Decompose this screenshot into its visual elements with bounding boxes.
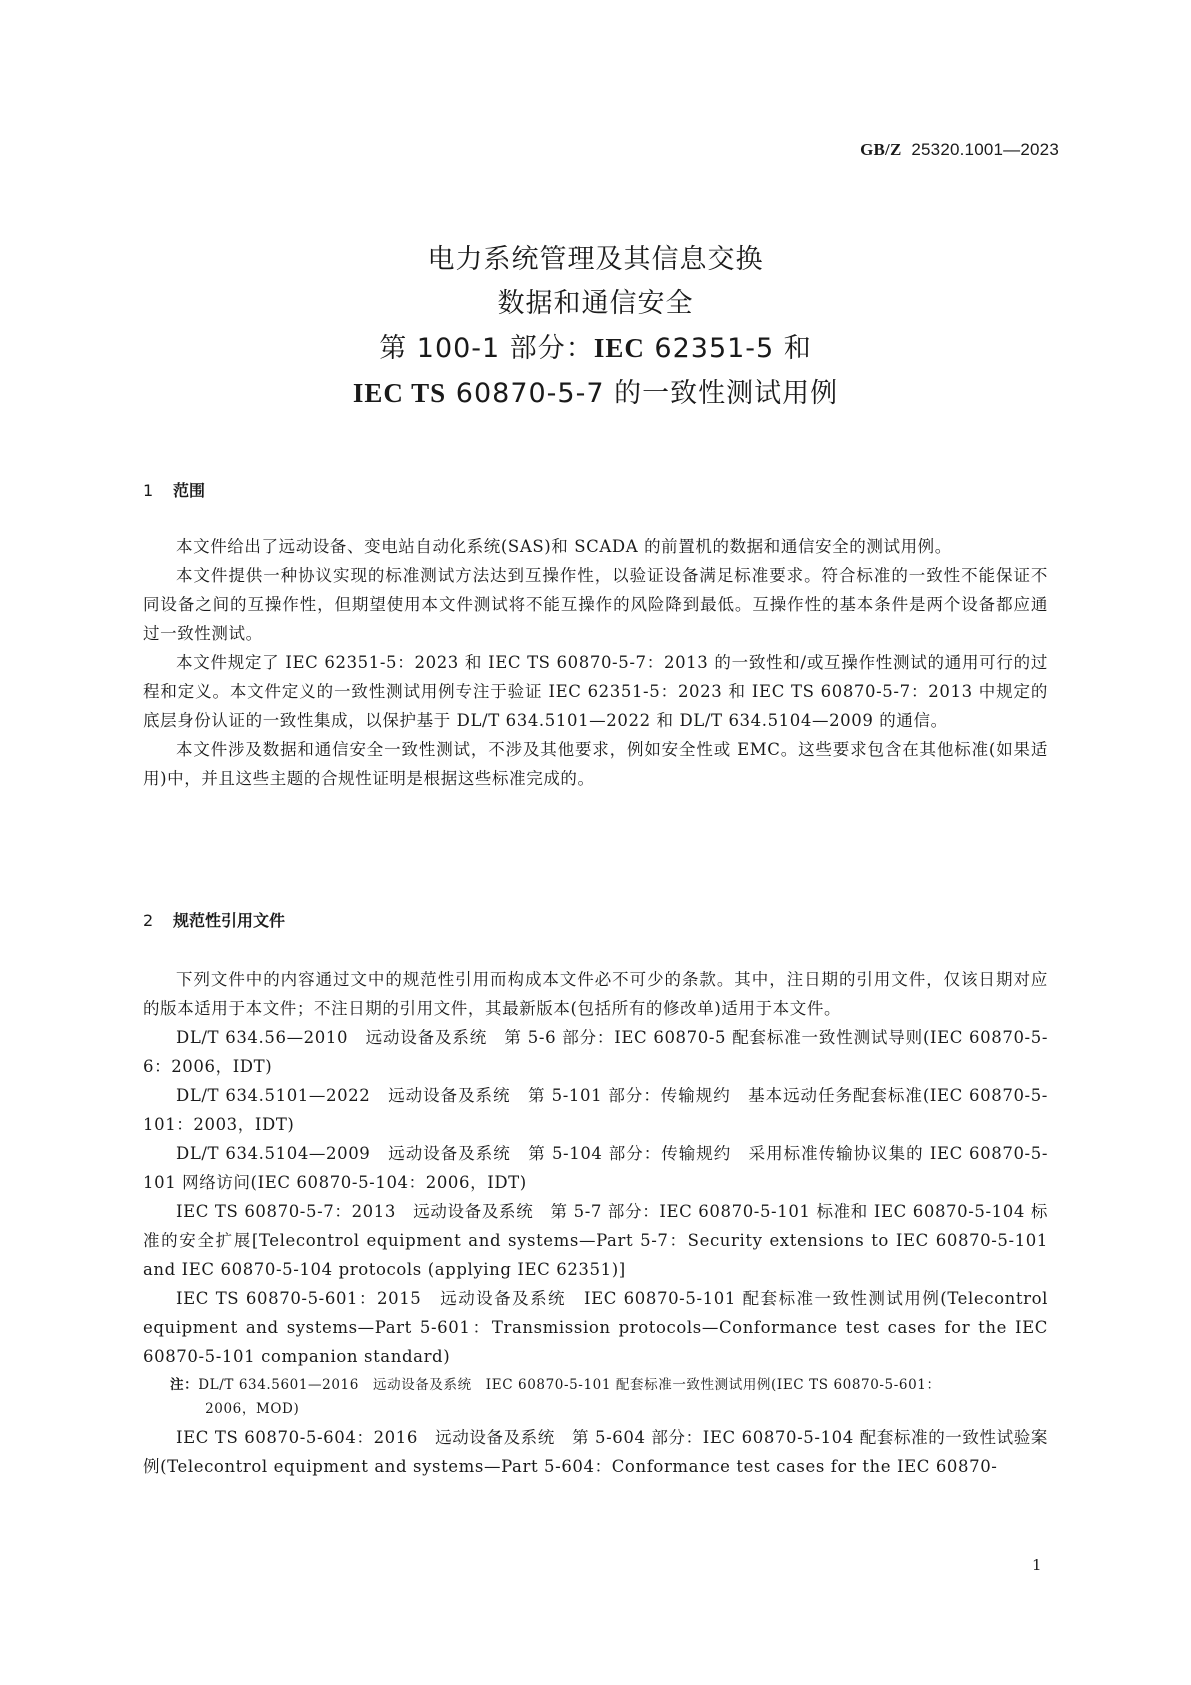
reference-note — [143, 1373, 1048, 1421]
scope-paragraph: 本文件涉及数据和通信安全一致性测试，不涉及其他要求，例如安全性或 EMC。这些要求包含在其他标准(如果适用)中，并且这些主题的合规性证明是根据这些标准完成的。 — [143, 740, 1048, 788]
note-label: 注： — [170, 1377, 199, 1393]
scope-paragraph: 本文件规定了 IEC 62351-5：2023 和 IEC TS 60870-5-7：2013 的一致性和/或互操作性测试的通用可行的过程和定义。本文件定义的一致性测试用例专注于验证 IEC 62351-5：2023 和 IEC TS 60870-5-7：2013 中规定的底层身份认证的一致性集成，以保护基于 DL/T 634.5101—2022 和 DL/T 634.5104—2009 的通信。 — [143, 653, 1048, 730]
section-number: 2 — [143, 911, 154, 930]
note-text-continued: 2006，MOD) — [205, 1401, 300, 1417]
section-title: 范围 — [173, 481, 206, 500]
scope-paragraph: 本文件给出了远动设备、变电站自动化系统(SAS)和 SCADA 的前置机的数据和通信安全的测试用例。 — [176, 537, 952, 556]
references-intro: 下列文件中的内容通过文中的规范性引用而构成本文件必不可少的条款。其中，注日期的引用文件，仅该日期对应的版本适用于本文件；不注日期的引用文件，其最新版本(包括所有的修改单)适用于本文件。 — [143, 970, 1048, 1018]
note-text: DL/T 634.5601—2016 远动设备及系统 IEC 60870-5-101 配套标准一致性测试用例(IEC TS 60870-5-601： — [198, 1377, 941, 1393]
reference-item: DL/T 634.56—2010 远动设备及系统 第 5-6 部分：IEC 60870-5 配套标准一致性测试导则(IEC 60870-5-6：2006，IDT) — [143, 1028, 1048, 1076]
title-part-label: 第 100-1 部分： — [379, 333, 594, 364]
document-title — [0, 238, 1191, 416]
title-iec-bold: IEC — [593, 333, 645, 363]
section-scope-body — [143, 532, 1048, 793]
standard-prefix: GB/Z — [860, 140, 902, 159]
section-references-body — [143, 965, 1048, 1481]
title-iec-number: 62351-5 和 — [644, 333, 812, 364]
reference-item: DL/T 634.5101—2022 远动设备及系统 第 5-101 部分：传输规约 基本远动任务配套标准(IEC 60870-5-101：2003，IDT) — [143, 1086, 1048, 1134]
section-number: 1 — [143, 481, 154, 500]
title-iec-ts-bold: IEC TS — [352, 378, 447, 408]
title-iec-ts-number: 60870-5-7 的一致性测试用例 — [446, 378, 839, 409]
reference-item: IEC TS 60870-5-7：2013 远动设备及系统 第 5-7 部分：IEC 60870-5-101 标准和 IEC 60870-5-104 标准的安全扩展[Telecontrol equipment and systems—Part 5-7：Security extensions to IEC 60870-5-101 and IEC 60870-5-104 protocols (applying IEC 62351)] — [143, 1202, 1048, 1279]
section-heading-normative-references — [143, 908, 285, 931]
reference-item: DL/T 634.5104—2009 远动设备及系统 第 5-104 部分：传输规约 采用标准传输协议集的 IEC 60870-5-101 网络访问(IEC 60870-5-104：2006，IDT) — [143, 1144, 1048, 1192]
scope-paragraph: 本文件提供一种协议实现的标准测试方法达到互操作性，以验证设备满足标准要求。符合标准的一致性不能保证不同设备之间的互操作性，但期望使用本文件测试将不能互操作的风险降到最低。互操作性的基本条件是两个设备都应通过一致性测试。 — [143, 566, 1048, 643]
title-line-4 — [0, 371, 1191, 416]
title-line-3 — [0, 326, 1191, 371]
title-line-2: 数据和通信安全 — [497, 288, 694, 319]
title-line-1: 电力系统管理及其信息交换 — [427, 244, 764, 275]
section-heading-scope — [143, 478, 205, 501]
standard-code: 25320.1001—2023 — [911, 140, 1059, 159]
section-title: 规范性引用文件 — [173, 911, 286, 930]
reference-item: IEC TS 60870-5-604：2016 远动设备及系统 第 5-604 部分：IEC 60870-5-104 配套标准的一致性试验案例(Telecontrol equipment and systems—Part 5-604：Conformance test cases for the IEC 60870- — [143, 1428, 1048, 1476]
standard-number — [860, 140, 1059, 160]
page-number: 1 — [1032, 1556, 1042, 1574]
reference-item: IEC TS 60870-5-601：2015 远动设备及系统 IEC 60870-5-101 配套标准一致性测试用例(Telecontrol equipment and systems—Part 5-601：Transmission protocols—Conformance test cases for the IEC 60870-5-101 companion standard) — [143, 1289, 1048, 1366]
